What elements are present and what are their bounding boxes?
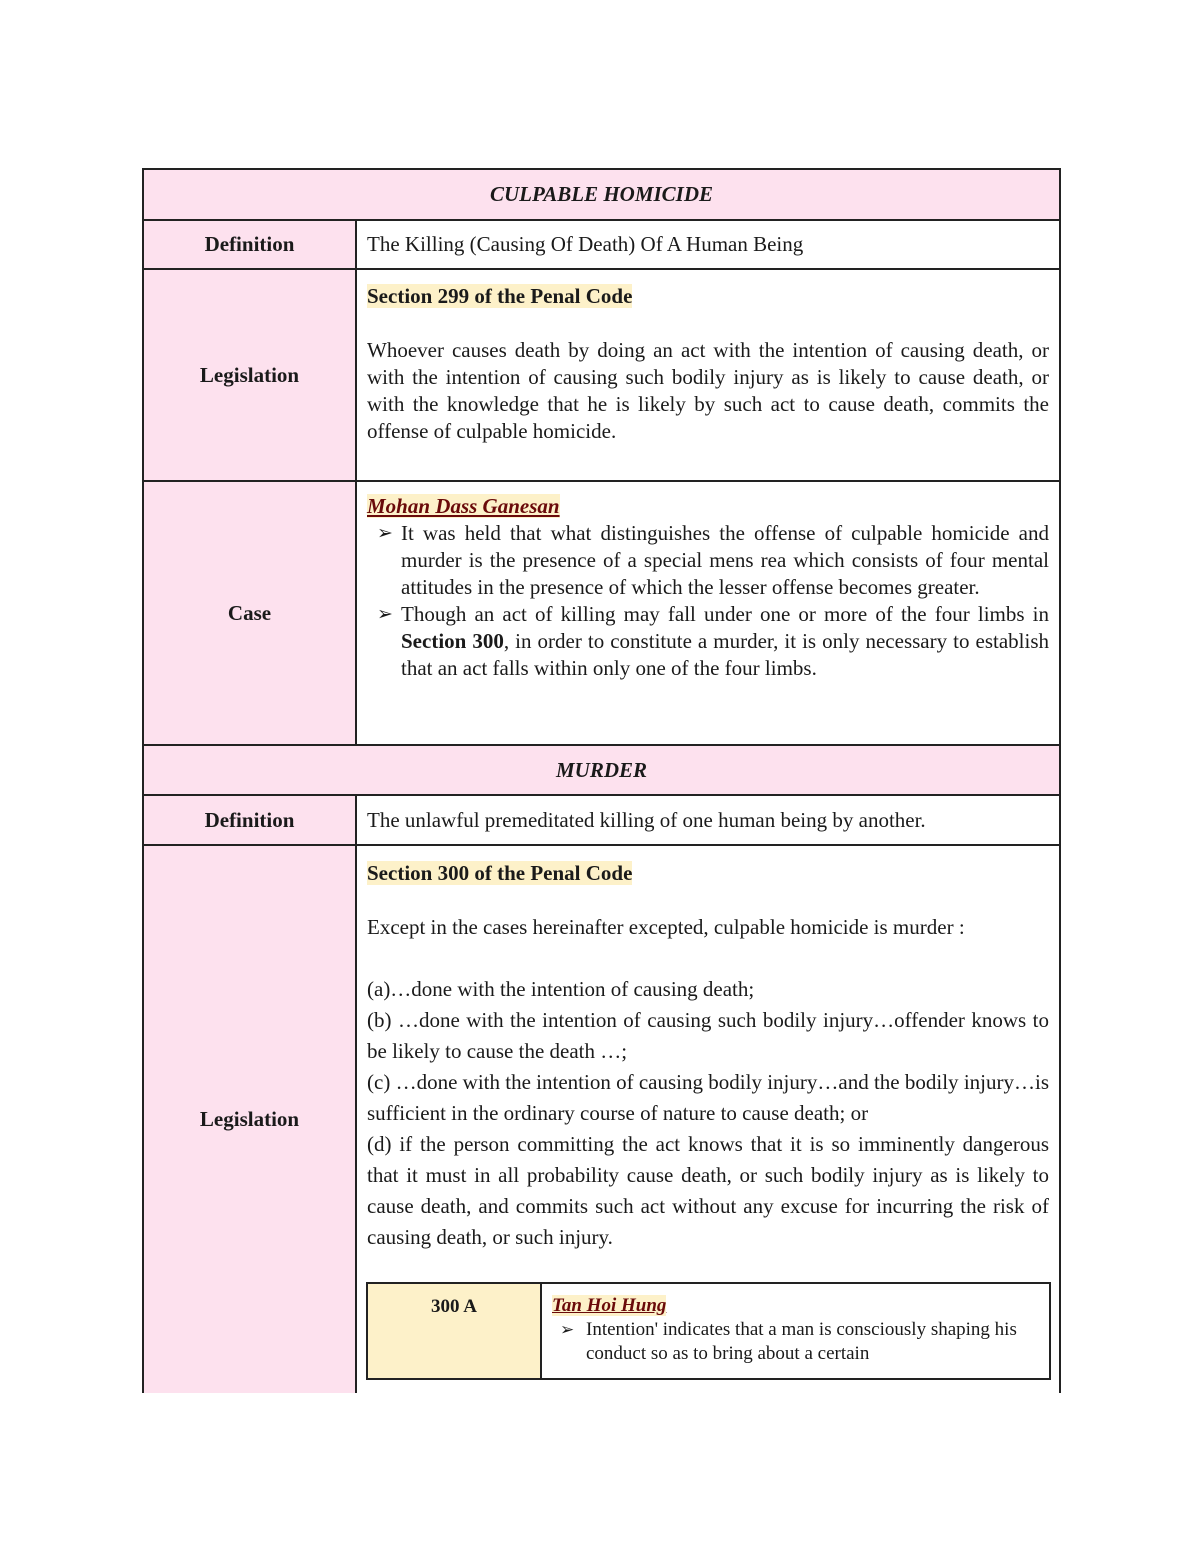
- point-text: It was held that what distinguishes the offense of culpable homicide and murder is the presence of a special mens rea which consists of four mental attitudes in the presence of which the lesser offense becomes greater.: [401, 521, 1049, 599]
- case-name: Tan Hoi Hung: [552, 1295, 667, 1316]
- case-points: [552, 1318, 1039, 1366]
- section-title: MURDER: [555, 757, 648, 782]
- row-label: Definition: [144, 221, 357, 268]
- point-text: Intention' indicates that a man is consciously shaping his conduct so as to bring about a certain: [586, 1319, 1017, 1364]
- point-text: , in order to constitute a murder, it is only necessary to establish that an act falls within only one of the four limbs.: [401, 629, 1049, 680]
- murder-header: [144, 746, 1059, 796]
- culpable-definition-row: [144, 221, 1059, 270]
- arrowhead-bullet-icon: ➢: [377, 603, 393, 625]
- culpable-legislation-row: [144, 270, 1059, 482]
- notes-table: [142, 168, 1061, 1393]
- limb-d: (d) if the person committing the act knows that it is so imminently dangerous that it must in all probability cause death, or such bodily injury as is likely to cause death, and commits such act without any excuse for incurring the risk of causing death, or such injury.: [367, 1132, 1049, 1249]
- section-intro: Except in the cases hereinafter excepted, culpable homicide is murder :: [367, 915, 965, 939]
- section-heading: Section 299 of the Penal Code: [367, 284, 633, 308]
- case-name: Mohan Dass Ganesan: [367, 494, 560, 518]
- section-text: Whoever causes death by doing an act with the intention of causing death, or with the intention of causing such bodily injury as is likely to cause death, or with the knowledge that he is likely by such act to cause death, commits the offense of culpable homicide.: [367, 338, 1049, 443]
- row-label: Case: [144, 482, 357, 744]
- point-bold-ref: Section 300: [401, 629, 504, 653]
- culpable-homicide-header: [144, 170, 1059, 221]
- section-title: CULPABLE HOMICIDE: [489, 182, 714, 206]
- arrowhead-bullet-icon: ➢: [560, 1320, 575, 1340]
- section-heading: Section 300 of the Penal Code: [367, 861, 633, 885]
- row-label: Legislation: [144, 846, 357, 1393]
- row-label: Legislation: [144, 270, 357, 480]
- case-points: [367, 520, 1049, 682]
- list-item: [552, 1318, 1039, 1366]
- case-content: [357, 482, 1059, 744]
- definition-text: [357, 796, 1059, 844]
- sub-content: [542, 1284, 1049, 1378]
- limb-b: (b) …done with the intention of causing such bodily injury…offender knows to be likely to cause the death …;: [367, 1008, 1049, 1063]
- limb-a: (a)…done with the intention of causing death;: [367, 977, 755, 1001]
- list-item: [367, 601, 1049, 682]
- definition-value: The Killing (Causing Of Death) Of A Human Being: [367, 232, 804, 256]
- section-300a-box: [366, 1282, 1051, 1380]
- list-item: [367, 520, 1049, 601]
- limb-c: (c) …done with the intention of causing bodily injury…and the bodily injury…is sufficient in the ordinary course of nature to cause death; or: [367, 1070, 1049, 1125]
- legislation-content: [357, 270, 1059, 480]
- point-text: Though an act of killing may fall under one or more of the four limbs in: [401, 602, 1049, 626]
- definition-value: The unlawful premeditated killing of one human being by another.: [367, 807, 926, 832]
- sub-label: 300 A: [368, 1284, 542, 1378]
- definition-text: [357, 221, 1059, 268]
- murder-definition-row: [144, 796, 1059, 846]
- row-label: Definition: [144, 796, 357, 844]
- culpable-case-row: [144, 482, 1059, 746]
- arrowhead-bullet-icon: ➢: [377, 522, 393, 544]
